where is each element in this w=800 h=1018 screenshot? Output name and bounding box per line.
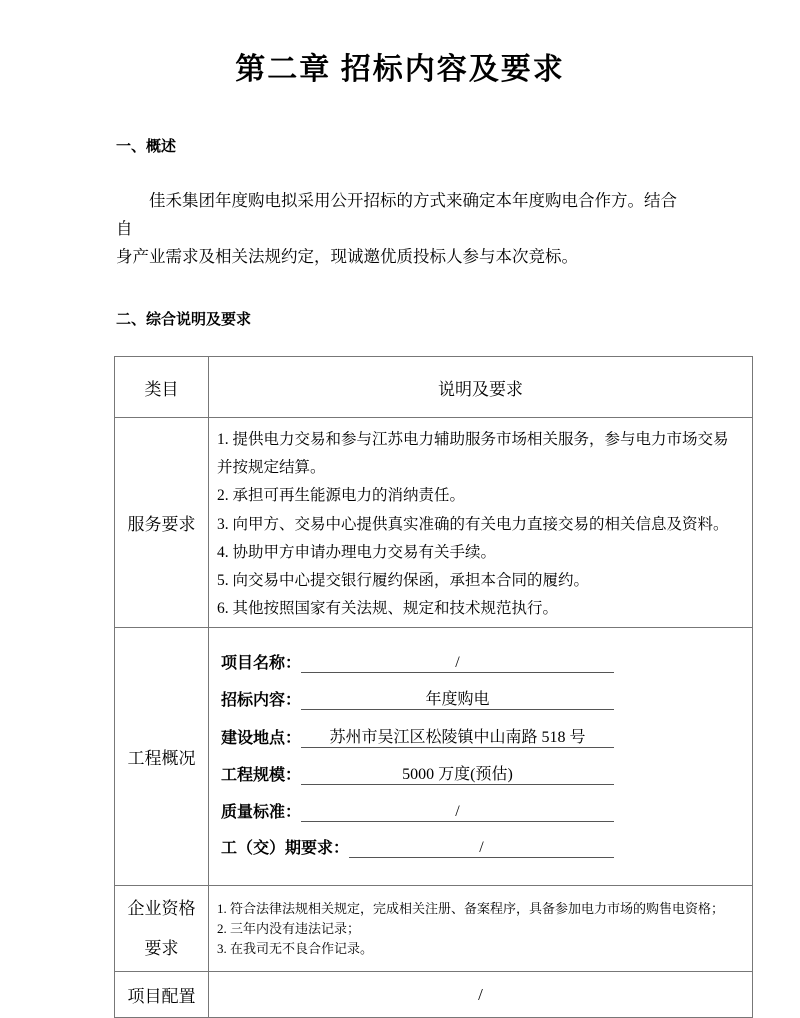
header-cell-category: 类目 bbox=[115, 357, 209, 418]
field-project-name bbox=[221, 650, 614, 673]
qualification-label-line: 要求 bbox=[144, 938, 179, 958]
field-value: / bbox=[455, 802, 460, 820]
field-label: 质量标准： bbox=[221, 803, 302, 821]
service-line: 3. 向甲方、交易中心提供真实准确的有关电力直接交易的相关信息及资料。 bbox=[217, 515, 729, 533]
paragraph-line: 身产业需求及相关法规约定，现诚邀优质投标人参与本次竞标。 bbox=[116, 247, 578, 266]
qualification-line: 1. 符合法律法规相关规定，完成相关注册、备案程序，具备参加电力市场的购售电资格； bbox=[217, 900, 725, 916]
paragraph-line: 佳禾集团年度购电拟采用公开招标的方式来确定本年度购电合作方。结合自 bbox=[116, 191, 677, 238]
qualification-line: 3. 在我司无不良合作记录。 bbox=[217, 940, 374, 956]
field-label: 工（交）期要求： bbox=[221, 840, 350, 858]
field-scale bbox=[221, 761, 614, 785]
row-label-service: 服务要求 bbox=[115, 418, 209, 628]
field-value: 苏州市吴江区松陵镇中山南路 518 号 bbox=[329, 728, 586, 746]
row-label-qualification bbox=[115, 886, 209, 972]
service-line: 1. 提供电力交易和参与江苏电力辅助服务市场相关服务，参与电力市场交易 bbox=[217, 431, 729, 448]
row-label-config: 项目配置 bbox=[115, 972, 209, 1018]
qualification-content bbox=[209, 894, 752, 964]
project-overview-content bbox=[209, 636, 752, 878]
service-line: 4. 协助甲方申请办理电力交易有关手续。 bbox=[217, 543, 497, 561]
project-overview-cell bbox=[209, 628, 753, 886]
qualification-cell bbox=[209, 886, 753, 972]
field-label: 建设地点： bbox=[221, 729, 302, 747]
field-value: / bbox=[455, 653, 460, 671]
field-quality-standard bbox=[221, 799, 614, 822]
service-line: 6. 其他按照国家有关法规、规定和技术规范执行。 bbox=[217, 600, 559, 618]
field-location bbox=[221, 724, 614, 748]
service-requirements-content bbox=[209, 418, 752, 627]
service-line: 并按规定结算。 bbox=[217, 459, 326, 477]
field-bid-content bbox=[221, 686, 614, 710]
overview-paragraph bbox=[116, 187, 688, 271]
row-label-project: 工程概况 bbox=[115, 628, 209, 886]
field-underline bbox=[301, 803, 614, 822]
field-deadline bbox=[221, 835, 614, 858]
field-label: 招标内容： bbox=[221, 692, 302, 710]
field-underline bbox=[301, 686, 614, 710]
field-value: 年度购电 bbox=[425, 691, 490, 709]
field-underline bbox=[301, 761, 614, 785]
header-cell-description: 说明及要求 bbox=[209, 357, 753, 418]
field-underline bbox=[301, 724, 614, 748]
table-row-project bbox=[115, 628, 753, 886]
table-row-config bbox=[115, 972, 753, 1018]
service-requirements-cell bbox=[209, 418, 753, 628]
field-label: 工程规模： bbox=[221, 767, 302, 785]
section-heading-requirements: 二、综合说明及要求 bbox=[116, 311, 252, 328]
field-value: 5000 万度(预估) bbox=[402, 766, 513, 784]
field-underline bbox=[301, 654, 614, 673]
requirements-table bbox=[114, 356, 753, 1018]
field-label: 项目名称： bbox=[221, 654, 302, 672]
table-row-service bbox=[115, 418, 753, 628]
qualification-label-line: 企业资格 bbox=[127, 898, 196, 918]
service-line: 2. 承担可再生能源电力的消纳责任。 bbox=[217, 487, 466, 505]
section-heading-overview: 一、概述 bbox=[116, 138, 177, 155]
page-title: 第二章 招标内容及要求 bbox=[235, 53, 565, 86]
service-line: 5. 向交易中心提交银行履约保函，承担本合同的履约。 bbox=[217, 572, 590, 590]
qualification-line: 2. 三年内没有违法记录； bbox=[217, 920, 361, 936]
config-value: / bbox=[209, 972, 753, 1018]
field-value: / bbox=[479, 839, 484, 857]
table-header-row bbox=[115, 357, 753, 418]
field-underline bbox=[349, 839, 614, 858]
table-row-qualification bbox=[115, 886, 753, 972]
